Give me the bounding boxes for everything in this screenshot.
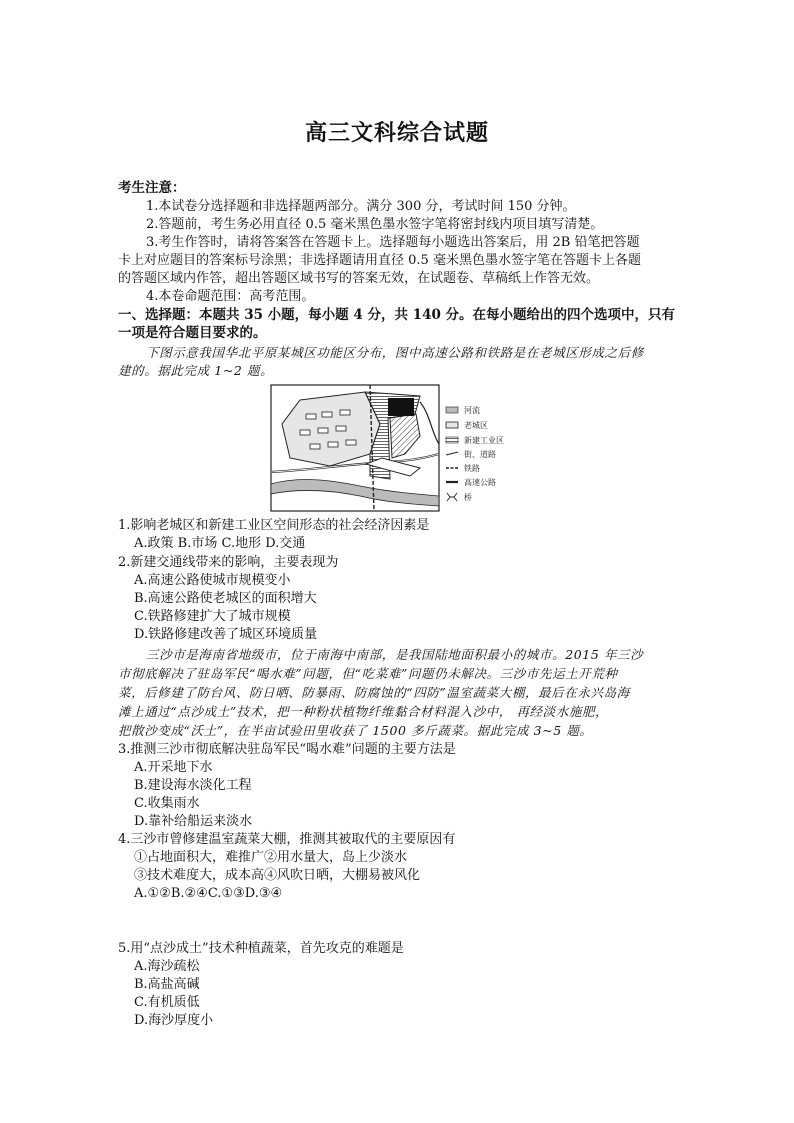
question-5-option: A.海沙疏松 bbox=[134, 959, 200, 974]
legend-highway: 高速公路 bbox=[464, 478, 496, 487]
passage-text: 市彻底解决了驻岛军民“喝水难”问题，但“吃菜难”问题仍未解决。三沙市先运土开荒种 bbox=[118, 666, 618, 681]
question-2-option: A.高速公路使城市规模变小 bbox=[134, 573, 291, 588]
page-title: 高三文科综合试题 bbox=[304, 120, 489, 146]
question-1-options: A.政策 B.市场 C.地形 D.交通 bbox=[134, 536, 306, 551]
question-3-option: B.建设海水淡化工程 bbox=[134, 778, 252, 793]
question-4-stem: 4.三沙市曾修建温室蔬菜大棚，推测其被取代的主要原因有 bbox=[118, 832, 456, 847]
city-function-map bbox=[270, 384, 520, 512]
legend-river: 河流 bbox=[464, 406, 480, 415]
legend-old-city: 老城区 bbox=[464, 421, 488, 430]
question-2-stem: 2.新建交通线带来的影响，主要表现为 bbox=[118, 555, 339, 570]
question-5-option: B.高盐高碱 bbox=[134, 977, 200, 992]
question-5-option: C.有机质低 bbox=[134, 995, 200, 1010]
question-4-statement: ①占地面积大，难推广②用水量大，岛上少淡水 bbox=[134, 850, 408, 865]
question-3-stem: 3.推测三沙市彻底解决驻岛军民“喝水难”问题的主要方法是 bbox=[118, 742, 456, 757]
question-2-option: B.高速公路使老城区的面积增大 bbox=[134, 591, 317, 606]
notice-item: 的答题区域内作答，超出答题区域书写的答案无效，在试题卷、草稿纸上作答无效。 bbox=[118, 271, 600, 286]
section-heading: 一项是符合题目要求的。 bbox=[118, 325, 267, 341]
intro-text: 下图示意我国华北平原某城区功能区分布，图中高速公路和铁路是在老城区形成之后修 bbox=[146, 345, 644, 360]
legend-street: 街、道路 bbox=[464, 450, 496, 459]
passage-text: 菜，后修建了防台风、防日晒、防暴雨、防腐蚀的“四防”温室蔬菜大棚，最后在永兴岛海 bbox=[118, 685, 630, 700]
question-4-options: A.①②B.②④C.①③D.③④ bbox=[134, 886, 283, 901]
legend-bridge: 桥 bbox=[464, 493, 472, 502]
passage-text: 把散沙变成“沃土”，在半亩试验田里收获了 1500 多斤蔬菜。据此完成 3~5 题。 bbox=[118, 723, 593, 738]
notice-item: 3.考生作答时，请将答案答在答题卡上。选择题每小题选出答案后，用 2B 铅笔把答题 bbox=[146, 235, 640, 250]
notice-item: 卡上对应题目的答案标号涂黑；非选择题请用直径 0.5 毫米黑色墨水签字笔在答题卡上各题 bbox=[118, 253, 641, 268]
intro-text: 建的。据此完成 1~2 题。 bbox=[118, 363, 274, 378]
question-2-option: D.铁路修建改善了城区环境质量 bbox=[134, 627, 318, 642]
notice-heading: 考生注意： bbox=[118, 180, 186, 196]
question-2-option: C.铁路修建扩大了城市规模 bbox=[134, 609, 291, 624]
passage-text: 滩上通过“点沙成土”技术，把一种粉状植物纤维黏合材料混入沙中， 再经淡水施肥， bbox=[118, 704, 609, 719]
notice-item: 1.本试卷分选择题和非选择题两部分。满分 300 分，考试时间 150 分钟。 bbox=[146, 199, 576, 214]
legend-railway: 铁路 bbox=[464, 464, 480, 473]
question-3-option: A.开采地下水 bbox=[134, 760, 213, 775]
notice-item: 2.答题前，考生务必用直径 0.5 毫米黑色墨水签字笔将密封线内项目填写清楚。 bbox=[146, 217, 604, 232]
section-heading: 一、选择题：本题共 35 小题，每小题 4 分，共 140 分。在每小题给出的四个选项中，只有 bbox=[118, 307, 676, 323]
notice-item: 4.本卷命题范围：高考范围。 bbox=[146, 289, 315, 304]
passage-text: 三沙市是海南省地级市，位于南海中南部，是我国陆地面积最小的城市。2015 年三沙 bbox=[146, 647, 644, 662]
question-3-option: C.收集雨水 bbox=[134, 796, 200, 811]
question-3-option: D.靠补给船运来淡水 bbox=[134, 814, 253, 829]
question-5-option: D.海沙厚度小 bbox=[134, 1013, 214, 1028]
legend-industrial: 新建工业区 bbox=[464, 436, 504, 445]
question-1-stem: 1.影响老城区和新建工业区空间形态的社会经济因素是 bbox=[118, 518, 430, 533]
dark-block bbox=[388, 398, 414, 416]
question-5-stem: 5.用“点沙成土”技术种植蔬菜，首先攻克的难题是 bbox=[118, 941, 404, 956]
question-4-statement: ③技术难度大，成本高④风吹日晒，大棚易被风化 bbox=[134, 868, 421, 883]
